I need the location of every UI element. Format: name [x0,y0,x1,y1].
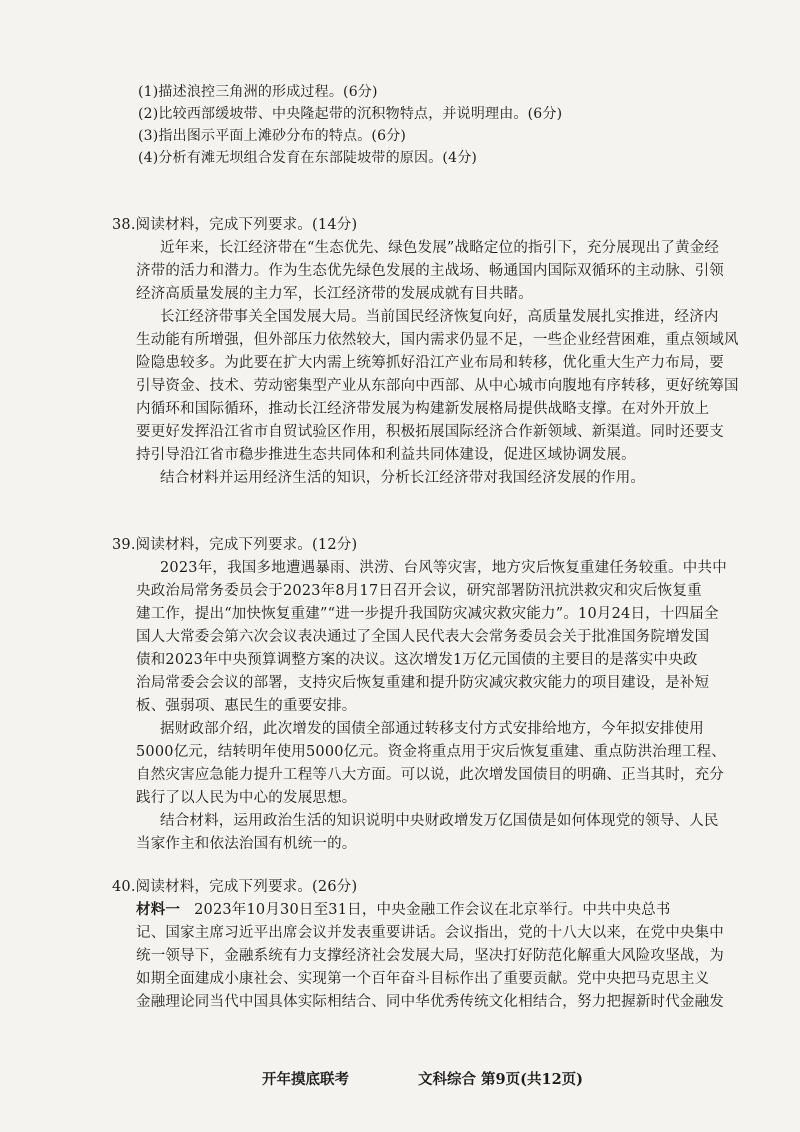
subquestion-2: (2)比较西部缓坡带、中央隆起带的沉积物特点，并说明理由。(6分) [138,106,563,122]
subquestion-3: (3)指出图示平面上滩砂分布的特点。(6分) [138,128,407,144]
q40-line: 金融理论同当代中国具体实际相结合、同中华优秀传统文化相结合，努力把握新时代金融发 [136,994,724,1010]
footer-page-info: 文科综合 第9页(共12页) [418,1071,584,1088]
q38-line: 生动能有所增强，但外部压力依然较大，国内需求仍显不足，一些企业经营困难，重点领域风 [136,332,739,348]
q38-line: 引导资金、技术、劳动密集型产业从东部向中西部、从中心城市向腹地有序转移，更好统筹国 [136,378,739,394]
q39-line: 践行了以人民为中心的发展思想。 [136,790,357,806]
q38-line: 险隐患较多。为此要在扩大内需上统筹抓好沿江产业布局和转移，优化重大生产力布局，要 [136,355,724,371]
q39-line: 5000亿元，结转明年使用5000亿元。资金将重点用于灾后恢复重建、重点防洪治理工程、 [136,744,726,760]
q39-question: 结合材料，运用政治生活的知识说明中央财政增发万亿国债是如何体现党的领导、人民 [160,813,719,829]
q39-line: 板、强弱项、惠民生的重要安排。 [136,698,357,714]
q39-line: 债和2023年中央预算调整方案的决议。这次增发1万亿元国债的主要目的是落实中央政 [136,652,698,668]
q40-line-first [136,900,671,920]
subquestion-4: (4)分析有滩无坝组合发育在东部陡坡带的原因。(4分) [138,150,478,166]
q38-line: 长江经济带事关全国发展大局。当前国民经济恢复向好，高质量发展扎实推进，经济内 [160,309,719,325]
q39-line: 国人大常委会第六次会议表决通过了全国人民代表大会常务委员会关于批准国务院增发国 [136,629,710,645]
q38-line: 济带的活力和潜力。作为生态优先绿色发展的主战场、畅通国内国际双循环的主动脉、引领 [136,263,724,279]
q38-line: 经济高质量发展的主力军，长江经济带的发展成就有目共睹。 [136,286,533,302]
q38-line: 近年来，长江经济带在“生态优先、绿色发展”战略定位的指引下，充分展现出了黄金经 [160,240,720,256]
footer-exam-name: 开年摸底联考 [262,1071,349,1088]
material-label: 材料一 [136,901,181,918]
q38-line: 要更好发挥沿江省市自贸试验区作用，积极拓展国际经济合作新领域、新渠道。同时还要支 [136,424,724,440]
q38-line: 内循环和国际循环，推动长江经济带发展为构建新发展格局提供战略支撑。在对外开放上 [136,401,710,417]
q39-line: 央政治局常务委员会于2023年8月17日召开会议，研究部署防汛抗洪救灾和灾后恢复重 [136,583,702,599]
q39-line: 治局常委会会议的部署，支持灾后恢复重建和提升防灾减灾救灾能力的项目建设，是补短 [136,675,710,691]
q39-line: 2023年，我国多地遭遇暴雨、洪涝、台风等灾害，地方灾后恢复重建任务较重。中共中 [160,560,727,576]
q40-line-text: 2023年10月30日至31日，中央金融工作会议在北京举行。中共中央总书 [194,902,671,918]
q39-question: 当家作主和依法治国有机统一的。 [136,836,357,852]
q40-line: 记、国家主席习近平出席会议并发表重要讲话。会议指出，党的十八大以来，在党中央集中 [136,925,724,941]
q38-question: 结合材料并运用经济生活的知识，分析长江经济带对我国经济发展的作用。 [160,470,646,486]
q38-heading: 38.阅读材料，完成下列要求。(14分) [112,217,358,233]
q39-heading: 39.阅读材料，完成下列要求。(12分) [112,537,358,553]
q39-line: 据财政部介绍，此次增发的国债全部通过转移支付方式安排给地方，今年拟安排使用 [160,721,704,737]
q39-line: 建工作，提出“加快恢复重建”“进一步提升我国防灾减灾救灾能力”。10月24日，十四届全 [136,606,719,622]
q39-line: 自然灾害应急能力提升工程等八大方面。可以说，此次增发国债目的明确、正当其时，充分 [136,767,724,783]
q40-line: 如期全面建成小康社会、实现第一个百年奋斗目标作出了重要贡献。党中央把马克思主义 [136,971,710,987]
subquestion-1: (1)描述浪控三角洲的形成过程。(6分) [138,84,378,100]
q38-line: 持引导沿江省市稳步推进生态共同体和利益共同体建设，促进区域协调发展。 [136,447,636,463]
q40-heading: 40.阅读材料，完成下列要求。(26分) [112,879,358,895]
q40-line: 统一领导下，金融系统有力支撑经济社会发展大局，坚决打好防范化解重大风险攻坚战，为 [136,948,724,964]
